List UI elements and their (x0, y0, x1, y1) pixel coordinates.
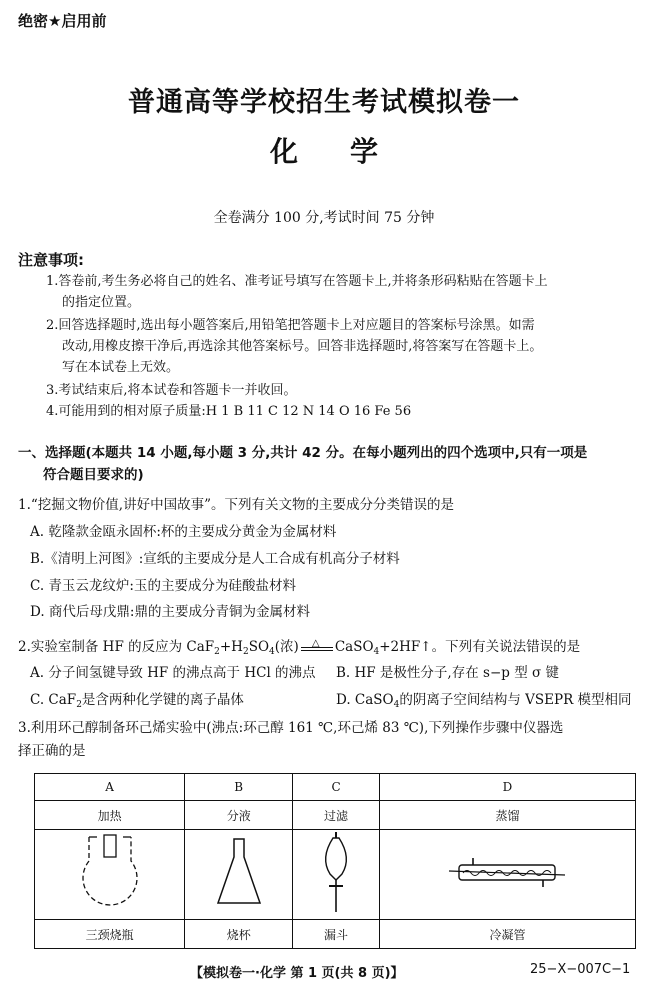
question-1-option-b: B.《清明上河图》:宣纸的主要成分是人工合成有机高分子材料 (30, 551, 400, 567)
instrument-label: 三颈烧瓶 (35, 920, 185, 949)
q2d-sub: 4 (393, 700, 400, 710)
q2-sub: 2 (214, 647, 220, 657)
operation-label: 过滤 (293, 801, 380, 830)
q2-plus: +H (219, 639, 243, 655)
question-1-option-d: D. 商代后母戊鼎:鼎的主要成分青铜为金属材料 (30, 604, 310, 620)
apparatus-table (34, 773, 636, 949)
q2d-pre: D. CaSO (336, 692, 394, 708)
exam-title: 普通高等学校招生考试模拟卷一 (128, 87, 520, 118)
operation-label: 分液 (185, 801, 293, 830)
question-3-stem-cont: 择正确的是 (18, 743, 86, 759)
subject-title (0, 130, 648, 170)
q2-conc: (浓) (274, 639, 299, 655)
section-heading (18, 442, 640, 486)
option-letter: A (35, 774, 185, 801)
beaker-drawing (185, 830, 293, 920)
note-3: 3.考试结束后,将本试卷和答题卡一并收回。 (46, 383, 297, 398)
question-2-stem (18, 636, 638, 663)
note-1: 1.答卷前,考生务必将自己的姓名、准考证号填写在答题卡上,并将条形码粘贴在答题卡上 (46, 274, 548, 289)
question-1-option-a: A. 乾隆款金瓯永固杯:杯的主要成分黄金为金属材料 (30, 524, 337, 540)
note-2: 2.回答选择题时,选出每小题答案后,用铅笔把答题卡上对应题目的答案标号涂黑。如需 (46, 318, 535, 333)
q2c-post: 是含两种化学键的离子晶体 (81, 692, 244, 708)
question-1-option-c: C. 青玉云龙纹炉:玉的主要成分为硅酸盐材料 (30, 578, 296, 594)
page-footer: 【模拟卷一·化学 第 1 页(共 8 页)】 (190, 966, 404, 981)
reaction-condition (299, 636, 335, 654)
subject-char-1: 化 (269, 135, 298, 168)
note-2-cont2: 写在本试卷上无效。 (62, 360, 180, 375)
option-letter: D (379, 774, 635, 801)
note-4: 4.可能用到的相对原子质量:H 1 B 11 C 12 N 14 O 16 Fe 56 (46, 404, 412, 419)
question-2-option-a: A. 分子间氢键导致 HF 的沸点高于 HCl 的沸点 (30, 665, 316, 681)
question-3-stem: 3.利用环己醇制备环己烯实验中(沸点:环己醇 161 ℃,环己烯 83 ℃),下列操作步骤中仪器选 (18, 720, 564, 736)
exam-info: 全卷满分 100 分,考试时间 75 分钟 (213, 210, 435, 226)
q2c-sub: 2 (76, 700, 82, 710)
note-2-cont: 改动,用橡皮擦干净后,再选涂其他答案标号。回答非选择题时,将答案写在答题卡上。 (62, 339, 543, 354)
q2-sub: 4 (269, 647, 275, 657)
note-1-cont: 的指定位置。 (62, 295, 141, 310)
q2c-pre: C. CaF (30, 692, 77, 708)
section-line-1: 一、选择题(本题共 14 小题,每小题 3 分,共计 42 分。在每小题列出的四个选项中,只有一项是 (18, 445, 588, 461)
q2-so: SO (248, 639, 270, 655)
instrument-label: 烧杯 (185, 920, 293, 949)
question-2-option-d (336, 689, 632, 716)
secret-label: 绝密★启用前 (18, 12, 107, 30)
instrument-label: 漏斗 (293, 920, 380, 949)
subject-char-2: 学 (350, 135, 379, 168)
operation-label: 蒸馏 (379, 801, 635, 830)
separatory-funnel-drawing (293, 830, 380, 920)
instrument-label: 冷凝管 (379, 920, 635, 949)
option-letter: C (293, 774, 380, 801)
q2-sub: 2 (242, 647, 249, 657)
option-letter: B (185, 774, 293, 801)
condenser-drawing (379, 830, 635, 920)
q2-caso: CaSO (334, 639, 374, 655)
heat-symbol: △ (311, 638, 320, 649)
q2-stem-start: 2.实验室制备 HF 的反应为 CaF (18, 639, 215, 655)
section-line-2: 符合题目要求的) (43, 467, 144, 483)
paper-code: 25−X−007C−1 (530, 962, 631, 977)
q2d-post: 的阴离子空间结构与 VSEPR 模型相同 (399, 692, 632, 708)
q2-sub: 4 (373, 647, 380, 657)
operation-label: 加热 (35, 801, 185, 830)
question-1-stem: 1.“挖掘文物价值,讲好中国故事”。下列有关文物的主要成分分类错误的是 (18, 497, 454, 513)
three-neck-flask-drawing (35, 830, 185, 920)
q2-stem-end: +2HF↑。下列有关说法错误的是 (379, 639, 581, 655)
notes-heading: 注意事项: (18, 251, 84, 269)
question-2-option-b: B. HF 是极性分子,存在 s−p 型 σ 键 (336, 665, 559, 681)
